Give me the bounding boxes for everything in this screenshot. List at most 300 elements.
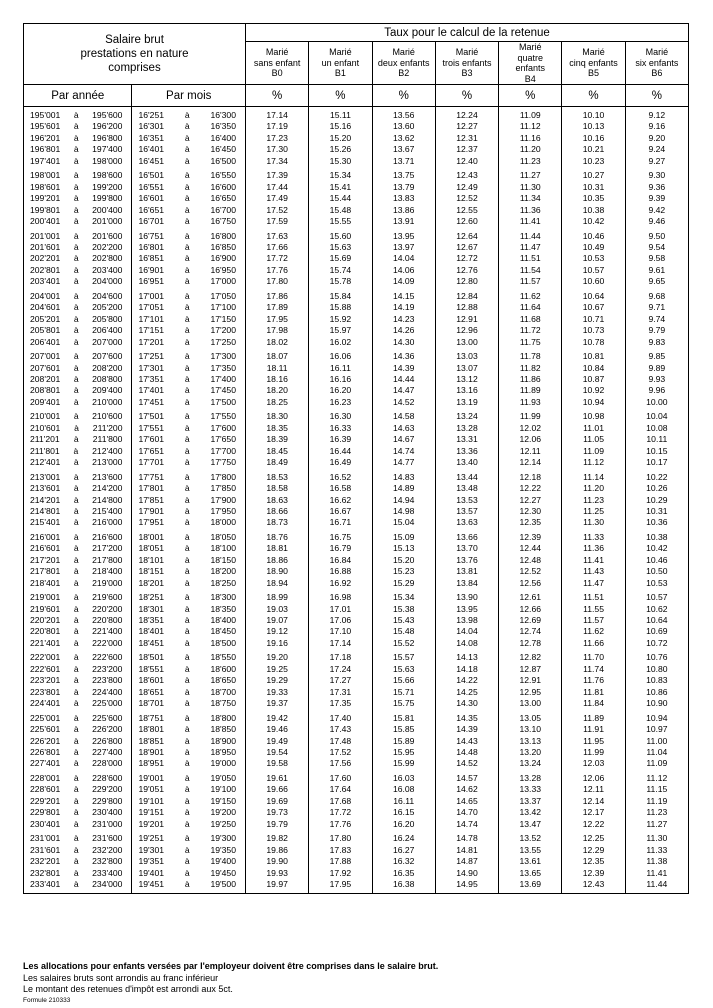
- rate-cell: 10.38: [562, 205, 625, 216]
- annual-range: [24, 337, 132, 348]
- rate-cell: 10.78: [562, 337, 625, 348]
- rate-cell: 11.51: [562, 589, 625, 603]
- table-row: [24, 325, 689, 336]
- rate-cell: 18.63: [246, 495, 309, 506]
- monthly-range-from: 16'601: [138, 193, 165, 204]
- rate-cell: 13.19: [435, 397, 498, 408]
- annual-range: [24, 457, 132, 468]
- range-separator: à: [184, 471, 190, 482]
- monthly-range-to: 17'900: [210, 494, 236, 505]
- rate-cell: 11.41: [499, 216, 562, 227]
- monthly-range-to: 16'700: [210, 204, 236, 215]
- annual-range: [24, 253, 132, 264]
- rate-cell: 11.36: [562, 543, 625, 554]
- rate-cell: 12.49: [435, 182, 498, 193]
- table-row: [24, 807, 689, 818]
- rate-cell: 14.74: [372, 446, 435, 457]
- annual-range: [24, 495, 132, 506]
- rate-cell: 14.47: [372, 385, 435, 396]
- rate-cell: 9.93: [625, 374, 688, 385]
- range-separator: à: [74, 422, 79, 433]
- annual-range-to: 231'600: [92, 833, 123, 844]
- annual-range-to: 202'200: [92, 241, 123, 252]
- annual-range-from: 214'801: [30, 505, 61, 516]
- table-row: [24, 302, 689, 313]
- range-separator: à: [73, 385, 79, 396]
- table-row: [24, 529, 689, 543]
- rate-cell: 13.70: [435, 543, 498, 554]
- rate-cell: 11.82: [499, 363, 562, 374]
- rate-cell: 14.58: [372, 408, 435, 422]
- rate-cell: 12.27: [499, 495, 562, 506]
- rate-cell: 18.49: [246, 457, 309, 468]
- rate-column-header: [309, 42, 372, 85]
- table-row: [24, 649, 689, 663]
- range-separator: à: [184, 230, 190, 241]
- rate-cell: 10.86: [625, 687, 688, 698]
- table-row: [24, 228, 689, 242]
- rate-cell: 17.01: [309, 604, 372, 615]
- rate-cell: 11.12: [562, 457, 625, 468]
- annual-range-from: 213'601: [30, 483, 61, 494]
- rate-cell: 16.11: [309, 363, 372, 374]
- monthly-range-from: 17'801: [138, 483, 165, 494]
- rate-cell: 11.01: [562, 423, 625, 434]
- annual-range-from: 219'601: [30, 603, 61, 614]
- table-row: [24, 687, 689, 698]
- monthly-range-to: 19'350: [210, 844, 236, 855]
- rate-cell: 16.38: [372, 879, 435, 894]
- rate-cell: 12.64: [435, 228, 498, 242]
- range-separator: à: [184, 216, 190, 227]
- rate-cell: 13.67: [372, 144, 435, 155]
- monthly-range-from: 17'301: [138, 362, 165, 373]
- rate-cell: 17.18: [309, 649, 372, 663]
- annual-range-to: 211'800: [92, 434, 123, 445]
- annual-range: [24, 724, 132, 735]
- monthly-range-from: 17'651: [138, 445, 165, 456]
- rate-cell: 12.22: [499, 483, 562, 494]
- rate-cell: 11.30: [625, 830, 688, 844]
- monthly-range: [132, 506, 246, 517]
- monthly-range: [132, 469, 246, 483]
- table-row: [24, 615, 689, 626]
- rate-cell: 17.56: [309, 758, 372, 769]
- rate-cell: 11.44: [499, 228, 562, 242]
- rate-cell: 15.11: [309, 107, 372, 122]
- monthly-range-to: 17'400: [210, 373, 236, 384]
- salary-header-line-3: comprises: [108, 62, 161, 74]
- range-separator: à: [73, 867, 79, 878]
- range-separator: à: [73, 276, 79, 287]
- monthly-range-to: 18'600: [210, 663, 236, 674]
- annual-range-to: 216'000: [92, 517, 123, 528]
- table-row: [24, 506, 689, 517]
- annual-range-from: 219'001: [30, 592, 61, 603]
- percent-header: %: [625, 85, 688, 107]
- rate-cell: 11.20: [562, 483, 625, 494]
- monthly-range: [132, 314, 246, 325]
- monthly-range-to: 16'750: [210, 216, 236, 227]
- monthly-range: [132, 675, 246, 686]
- rate-cell: 10.00: [625, 397, 688, 408]
- rate-cell: 11.70: [562, 649, 625, 663]
- rate-cell: 12.14: [499, 457, 562, 468]
- monthly-range-from: 17'001: [138, 290, 165, 301]
- monthly-range-to: 17'600: [210, 422, 236, 433]
- rate-cell: 13.71: [372, 156, 435, 167]
- rate-cell: 17.52: [309, 747, 372, 758]
- annual-range-from: 233'401: [30, 879, 61, 889]
- range-separator: à: [184, 807, 190, 818]
- rate-cell: 12.24: [435, 107, 498, 122]
- rate-cell: 19.97: [246, 879, 309, 894]
- rate-cell: 14.30: [372, 337, 435, 348]
- monthly-range: [132, 638, 246, 649]
- rate-cell: 19.90: [246, 856, 309, 867]
- annual-range-to: 230'400: [92, 807, 123, 818]
- rate-cell: 19.07: [246, 615, 309, 626]
- rate-cell: 10.64: [562, 288, 625, 302]
- rate-cell: 13.16: [435, 385, 498, 396]
- range-separator: à: [73, 856, 79, 867]
- annual-range: [24, 687, 132, 698]
- rate-cell: 12.35: [499, 517, 562, 528]
- rate-cell: 13.75: [372, 167, 435, 181]
- rate-cell: 11.12: [499, 121, 562, 132]
- rate-column-header-line: Marié: [329, 47, 352, 58]
- table-row: [24, 144, 689, 155]
- monthly-range-to: 16'800: [210, 230, 236, 241]
- rate-cell: 18.73: [246, 517, 309, 528]
- annual-range-to: 211'200: [92, 422, 123, 433]
- rate-cell: 15.44: [309, 193, 372, 204]
- monthly-range-from: 17'451: [138, 396, 165, 407]
- rate-cell: 15.43: [372, 615, 435, 626]
- rate-cell: 13.12: [435, 374, 498, 385]
- salary-header-line-2: prestations en nature: [80, 48, 189, 60]
- rate-cell: 10.46: [625, 555, 688, 566]
- rate-cell: 15.63: [372, 664, 435, 675]
- rate-cell: 17.68: [309, 796, 372, 807]
- annual-range-from: 195'001: [30, 110, 61, 120]
- annual-range-to: 220'200: [92, 603, 123, 614]
- rate-cell: 13.00: [435, 337, 498, 348]
- rate-cell: 11.91: [562, 724, 625, 735]
- annual-range: [24, 770, 132, 784]
- rate-column-header-line: sans enfant: [253, 57, 301, 68]
- table-row: [24, 736, 689, 747]
- range-separator: à: [184, 276, 190, 287]
- rate-cell: 16.27: [372, 845, 435, 856]
- salary-header: [24, 24, 246, 85]
- annual-range-to: 228'600: [92, 772, 123, 783]
- rate-cell: 9.65: [625, 276, 688, 287]
- annual-range-from: 223'801: [30, 686, 61, 697]
- rate-column-header-line: B6: [651, 68, 663, 79]
- rate-column-header-line: trois enfants: [442, 57, 492, 68]
- rate-cell: 13.40: [435, 457, 498, 468]
- range-separator: à: [184, 132, 190, 143]
- rate-cell: 15.30: [309, 156, 372, 167]
- rate-rows: [24, 107, 689, 894]
- range-separator: à: [184, 483, 190, 494]
- monthly-range-from: 17'601: [138, 434, 165, 445]
- annual-range: [24, 566, 132, 577]
- rate-cell: 10.23: [562, 156, 625, 167]
- range-separator: à: [73, 336, 79, 347]
- rate-column-header-line: enfants: [515, 63, 546, 73]
- range-separator: à: [184, 772, 190, 783]
- annual-range-from: 216'601: [30, 543, 61, 554]
- rate-cell: 11.78: [499, 348, 562, 362]
- monthly-range: [132, 302, 246, 313]
- rate-cell: 16.06: [309, 348, 372, 362]
- monthly-range-from: 18'701: [138, 698, 165, 709]
- monthly-range: [132, 337, 246, 348]
- note-rounding-salary: Les salaires bruts sont arrondis au franc inférieur: [23, 972, 219, 983]
- monthly-range: [132, 555, 246, 566]
- range-separator: à: [73, 253, 79, 264]
- rate-cell: 15.71: [372, 687, 435, 698]
- rate-cell: 10.71: [562, 314, 625, 325]
- rate-cell: 14.30: [435, 698, 498, 709]
- range-separator: à: [184, 867, 190, 878]
- monthly-range: [132, 856, 246, 867]
- monthly-range-from: 16'851: [138, 253, 165, 264]
- rate-cell: 14.35: [435, 710, 498, 724]
- rate-cell: 10.97: [625, 724, 688, 735]
- rate-cell: 12.72: [435, 253, 498, 264]
- rate-cell: 9.83: [625, 337, 688, 348]
- range-separator: à: [73, 170, 79, 181]
- monthly-range-from: 17'501: [138, 411, 165, 422]
- monthly-range: [132, 325, 246, 336]
- monthly-range: [132, 167, 246, 181]
- table-row: [24, 758, 689, 769]
- range-separator: à: [73, 494, 79, 505]
- rate-cell: 11.44: [625, 879, 688, 894]
- rate-cell: 11.62: [499, 288, 562, 302]
- annual-range-to: 229'200: [92, 784, 123, 795]
- annual-range-from: 205'201: [30, 313, 61, 324]
- rate-cell: 13.24: [435, 408, 498, 422]
- rate-cell: 19.46: [246, 724, 309, 735]
- annual-range: [24, 626, 132, 637]
- rate-cell: 17.89: [246, 302, 309, 313]
- rate-cell: 13.91: [372, 216, 435, 227]
- rate-cell: 15.20: [309, 133, 372, 144]
- rate-cell: 11.99: [499, 408, 562, 422]
- monthly-range-to: 19'150: [210, 795, 236, 806]
- monthly-range: [132, 649, 246, 663]
- range-separator: à: [73, 290, 79, 301]
- range-separator: à: [184, 652, 190, 663]
- rate-cell: 18.07: [246, 348, 309, 362]
- monthly-range-from: 17'901: [138, 505, 165, 516]
- rate-cell: 12.52: [435, 193, 498, 204]
- annual-range-to: 195'600: [92, 110, 123, 120]
- rate-cell: 16.52: [309, 469, 372, 483]
- rate-cell: 17.76: [309, 819, 372, 830]
- monthly-range-to: 17'450: [210, 385, 236, 396]
- annual-range-to: 209'400: [92, 385, 123, 396]
- rate-column-header-line: Marié: [645, 47, 669, 58]
- table-row: [24, 819, 689, 830]
- annual-range-to: 200'400: [92, 204, 123, 215]
- rate-cell: 10.15: [625, 446, 688, 457]
- rate-cell: 10.94: [625, 710, 688, 724]
- rate-cell: 17.43: [309, 724, 372, 735]
- annual-range-to: 222'000: [92, 637, 123, 648]
- rate-cell: 15.85: [372, 724, 435, 735]
- monthly-range-to: 17'200: [210, 325, 236, 336]
- monthly-range-from: 17'251: [138, 351, 165, 362]
- rate-cell: 14.26: [372, 325, 435, 336]
- rate-cell: 15.92: [309, 314, 372, 325]
- rate-cell: 13.33: [499, 784, 562, 795]
- rate-cell: 9.96: [625, 385, 688, 396]
- rate-cell: 15.34: [372, 589, 435, 603]
- monthly-range: [132, 578, 246, 589]
- range-separator: à: [184, 494, 190, 505]
- monthly-range: [132, 664, 246, 675]
- rate-cell: 13.60: [372, 121, 435, 132]
- rate-cell: 9.79: [625, 325, 688, 336]
- rate-cell: 11.54: [499, 265, 562, 276]
- rate-cell: 10.90: [625, 698, 688, 709]
- table-row: [24, 167, 689, 181]
- rate-cell: 14.78: [435, 830, 498, 844]
- rate-cell: 12.78: [499, 638, 562, 649]
- rate-cell: 16.49: [309, 457, 372, 468]
- rate-cell: 9.61: [625, 265, 688, 276]
- annual-range-from: 231'001: [30, 833, 61, 844]
- rate-cell: 12.74: [499, 626, 562, 637]
- rate-cell: 12.14: [562, 796, 625, 807]
- rate-cell: 13.42: [499, 807, 562, 818]
- range-separator: à: [184, 170, 190, 181]
- range-separator: à: [184, 445, 190, 456]
- rate-cell: 14.90: [435, 868, 498, 879]
- rate-cell: 14.95: [435, 879, 498, 894]
- rate-cell: 17.23: [246, 133, 309, 144]
- rate-cell: 11.00: [625, 736, 688, 747]
- rate-cell: 11.30: [562, 517, 625, 528]
- rate-cell: 10.73: [562, 325, 625, 336]
- range-separator: à: [184, 735, 190, 746]
- rate-cell: 15.55: [309, 216, 372, 227]
- annual-range: [24, 638, 132, 649]
- annual-range-from: 210'001: [30, 411, 61, 422]
- rate-cell: 13.37: [499, 796, 562, 807]
- annual-range: [24, 276, 132, 287]
- annual-range-from: 224'401: [30, 698, 61, 709]
- monthly-range-to: 18'200: [210, 566, 236, 577]
- range-separator: à: [73, 879, 79, 889]
- annual-range-to: 219'000: [92, 577, 123, 588]
- rate-cell: 11.81: [562, 687, 625, 698]
- monthly-range-from: 19'201: [138, 818, 165, 829]
- rate-cell: 18.53: [246, 469, 309, 483]
- rate-cell: 10.31: [562, 182, 625, 193]
- rate-cell: 9.71: [625, 302, 688, 313]
- monthly-range: [132, 784, 246, 795]
- rate-cell: 18.30: [246, 408, 309, 422]
- range-separator: à: [73, 712, 79, 723]
- rate-column-header-line: un enfant: [321, 57, 360, 68]
- rate-column-header-line: B3: [461, 68, 473, 79]
- rate-cell: 19.82: [246, 830, 309, 844]
- rate-cell: 12.06: [562, 770, 625, 784]
- annual-range-from: 226'201: [30, 735, 61, 746]
- annual-range: [24, 228, 132, 242]
- range-separator: à: [184, 517, 190, 528]
- annual-range: [24, 144, 132, 155]
- annual-range-from: 198'601: [30, 181, 61, 192]
- annual-range: [24, 397, 132, 408]
- rate-cell: 13.20: [499, 747, 562, 758]
- rate-cell: 10.94: [562, 397, 625, 408]
- rate-cell: 19.25: [246, 664, 309, 675]
- annual-range-from: 204'601: [30, 302, 61, 313]
- monthly-range-to: 17'150: [210, 313, 236, 324]
- rate-cell: 12.56: [499, 578, 562, 589]
- monthly-range-to: 19'300: [210, 833, 236, 844]
- rate-cell: 17.66: [246, 242, 309, 253]
- per-month-header: Par mois: [132, 85, 246, 107]
- annual-range-to: 207'000: [92, 336, 123, 347]
- monthly-range-from: 18'601: [138, 675, 165, 686]
- rate-cell: 13.28: [499, 770, 562, 784]
- monthly-range-from: 18'851: [138, 735, 165, 746]
- table-row: [24, 288, 689, 302]
- rate-cell: 17.52: [246, 205, 309, 216]
- monthly-range-from: 16'751: [138, 230, 165, 241]
- annual-range-to: 227'400: [92, 747, 123, 758]
- annual-range-to: 231'000: [92, 818, 123, 829]
- note-rounding-tax: Le montant des retenues d'impôt est arrondi aux 5ct.: [23, 984, 233, 994]
- rate-cell: 10.42: [625, 543, 688, 554]
- rate-cell: 17.76: [246, 265, 309, 276]
- monthly-range: [132, 446, 246, 457]
- monthly-range-to: 17'500: [210, 396, 236, 407]
- rate-cell: 17.72: [246, 253, 309, 264]
- range-separator: à: [73, 772, 79, 783]
- annual-range-from: 226'801: [30, 747, 61, 758]
- annual-range-from: 209'401: [30, 396, 61, 407]
- range-separator: à: [184, 253, 190, 264]
- table-row: [24, 363, 689, 374]
- monthly-range: [132, 397, 246, 408]
- annual-range-from: 222'001: [30, 652, 61, 663]
- annual-range-to: 217'800: [92, 554, 123, 565]
- rate-cell: 10.13: [562, 121, 625, 132]
- range-separator: à: [73, 686, 79, 697]
- range-separator: à: [73, 373, 79, 384]
- monthly-range-from: 19'351: [138, 856, 165, 867]
- rate-cell: 10.87: [562, 374, 625, 385]
- annual-range: [24, 615, 132, 626]
- rate-cell: 16.02: [309, 337, 372, 348]
- rate-cell: 12.37: [435, 144, 498, 155]
- monthly-range-from: 16'451: [138, 155, 165, 166]
- range-separator: à: [184, 531, 190, 542]
- annual-range-to: 205'800: [92, 313, 123, 324]
- annual-range-from: 200'401: [30, 216, 61, 227]
- range-separator: à: [73, 483, 79, 494]
- rate-cell: 14.52: [435, 758, 498, 769]
